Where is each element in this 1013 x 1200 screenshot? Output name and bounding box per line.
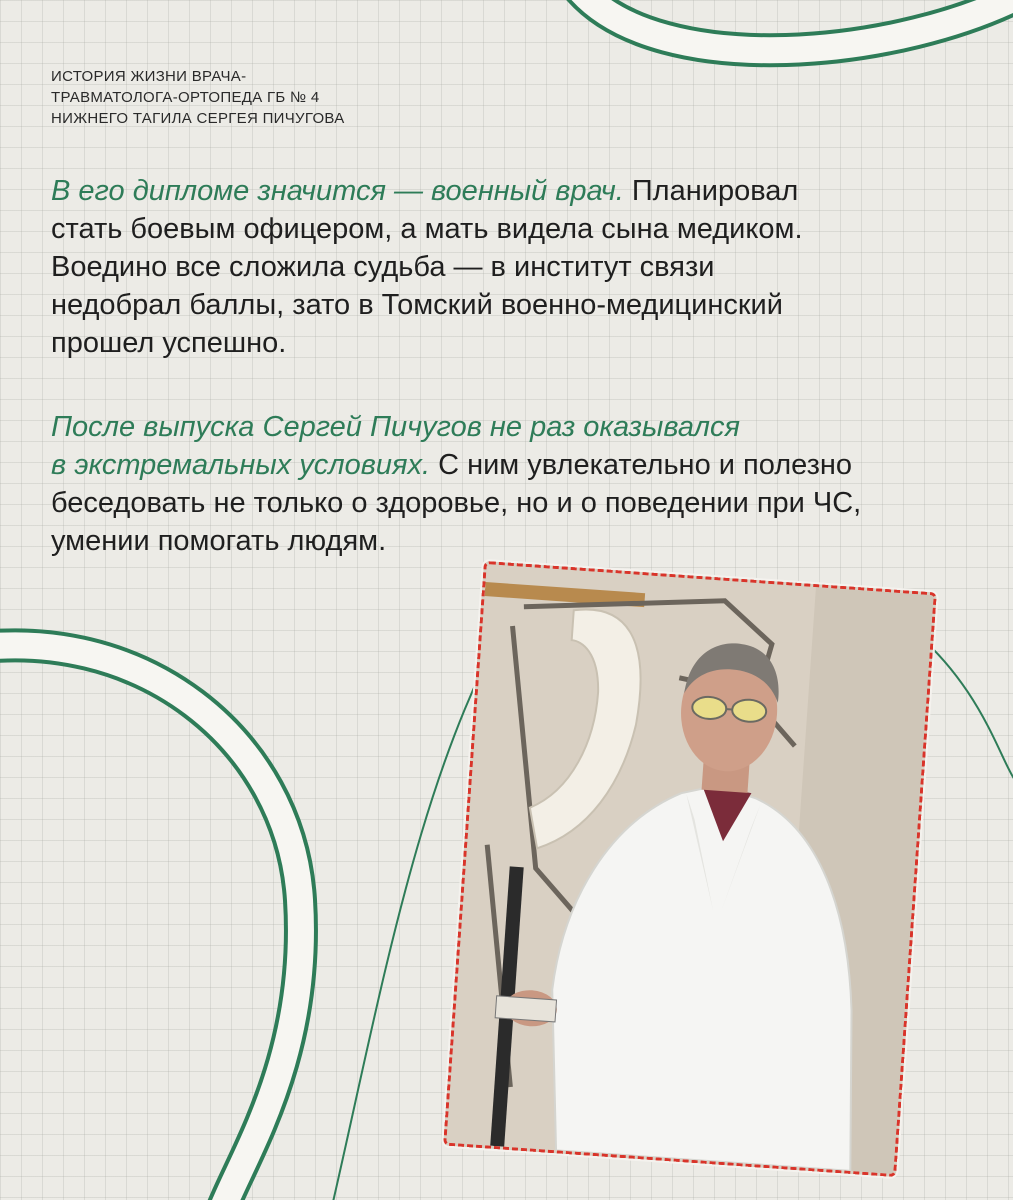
paragraph-diploma xyxy=(51,172,951,362)
header-line: ИСТОРИЯ ЖИЗНИ ВРАЧА- xyxy=(51,68,247,85)
highlight-text: В его дипломе значится — военный врач. xyxy=(51,175,624,207)
doctor-photo xyxy=(443,561,937,1177)
paragraph-career xyxy=(51,408,951,560)
highlight-text: в экстремальных условиях. xyxy=(51,449,431,481)
doctor-photo-illustration xyxy=(446,564,933,1174)
paragraph-line: умении помогать людям. xyxy=(51,525,387,557)
body-text: Планировал xyxy=(623,175,799,207)
body-text: С ним увлекательно и полезно xyxy=(430,449,853,481)
paragraph-line: стать боевым офицером, а мать видела сына медиком. xyxy=(51,213,803,245)
paragraph-line: беседовать не только о здоровье, но и о поведении при ЧС, xyxy=(51,487,862,519)
highlight-text: После выпуска Сергей Пичугов не раз оказывался xyxy=(51,411,741,443)
paragraph-line xyxy=(51,172,951,210)
paragraph-line: Воедино все сложила судьба — в институт связи xyxy=(51,251,715,283)
article-header xyxy=(51,66,391,129)
header-line: ТРАВМАТОЛОГА-ОРТОПЕДА ГБ № 4 xyxy=(51,89,320,106)
paragraph-line xyxy=(51,446,951,484)
paragraph-line: прошел успешно. xyxy=(51,327,287,359)
header-line: НИЖНЕГО ТАГИЛА СЕРГЕЯ ПИЧУГОВА xyxy=(51,110,345,127)
paragraph-line: недобрал баллы, зато в Томский военно-медицинский xyxy=(51,289,783,321)
